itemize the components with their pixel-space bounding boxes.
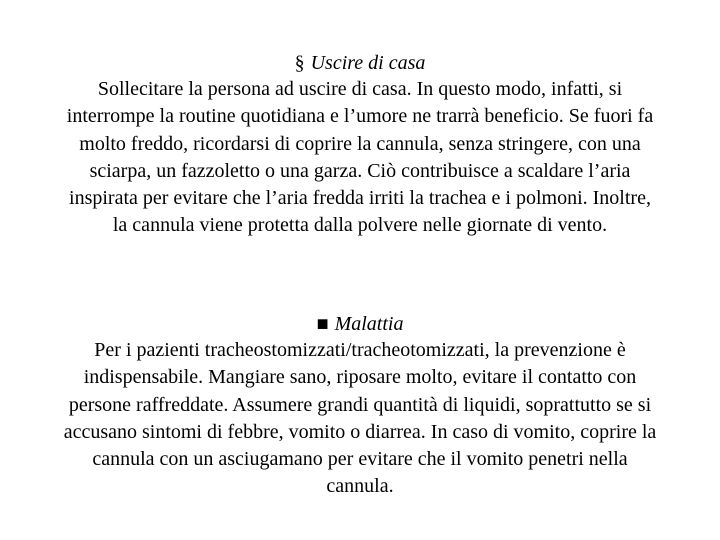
section-uscire-di-casa — [60, 50, 660, 240]
section-heading — [60, 50, 660, 76]
section-title: Malattia — [334, 313, 404, 335]
section-malattia — [60, 311, 660, 501]
section-paragraph: Sollecitare la persona ad uscire di casa. In questo modo, infatti, si interrompe la routine quotidiana e l’umore ne trarrà beneficio. Se fuori fa molto freddo, ricordarsi di coprire la cannula, senza stringere, con una sciarpa, un fazzoletto o una garza. Ciò contribuisce a scaldare l’aria inspirata per evitare che l’aria fredda irriti la trachea e i polmoni. Inoltre, la cannula viene protetta dalla polvere nelle giornate di vento. — [66, 78, 654, 237]
section-title: Uscire di casa — [310, 52, 426, 74]
section-heading — [60, 311, 660, 337]
section-bullet: § — [294, 52, 305, 74]
section-bullet: ■ — [316, 313, 329, 335]
section-paragraph: Per i pazienti tracheostomizzati/tracheotomizzati, la prevenzione è indispensabile. Mangiare sano, riposare molto, evitare il contatto con persone raffreddate. Assumere grandi quantità di liquidi, soprattutto se si accusano sintomi di febbre, vomito o diarrea. In caso di vomito, coprire la cannula con un asciugamano per evitare che il vomito penetri nella cannula. — [63, 339, 657, 498]
